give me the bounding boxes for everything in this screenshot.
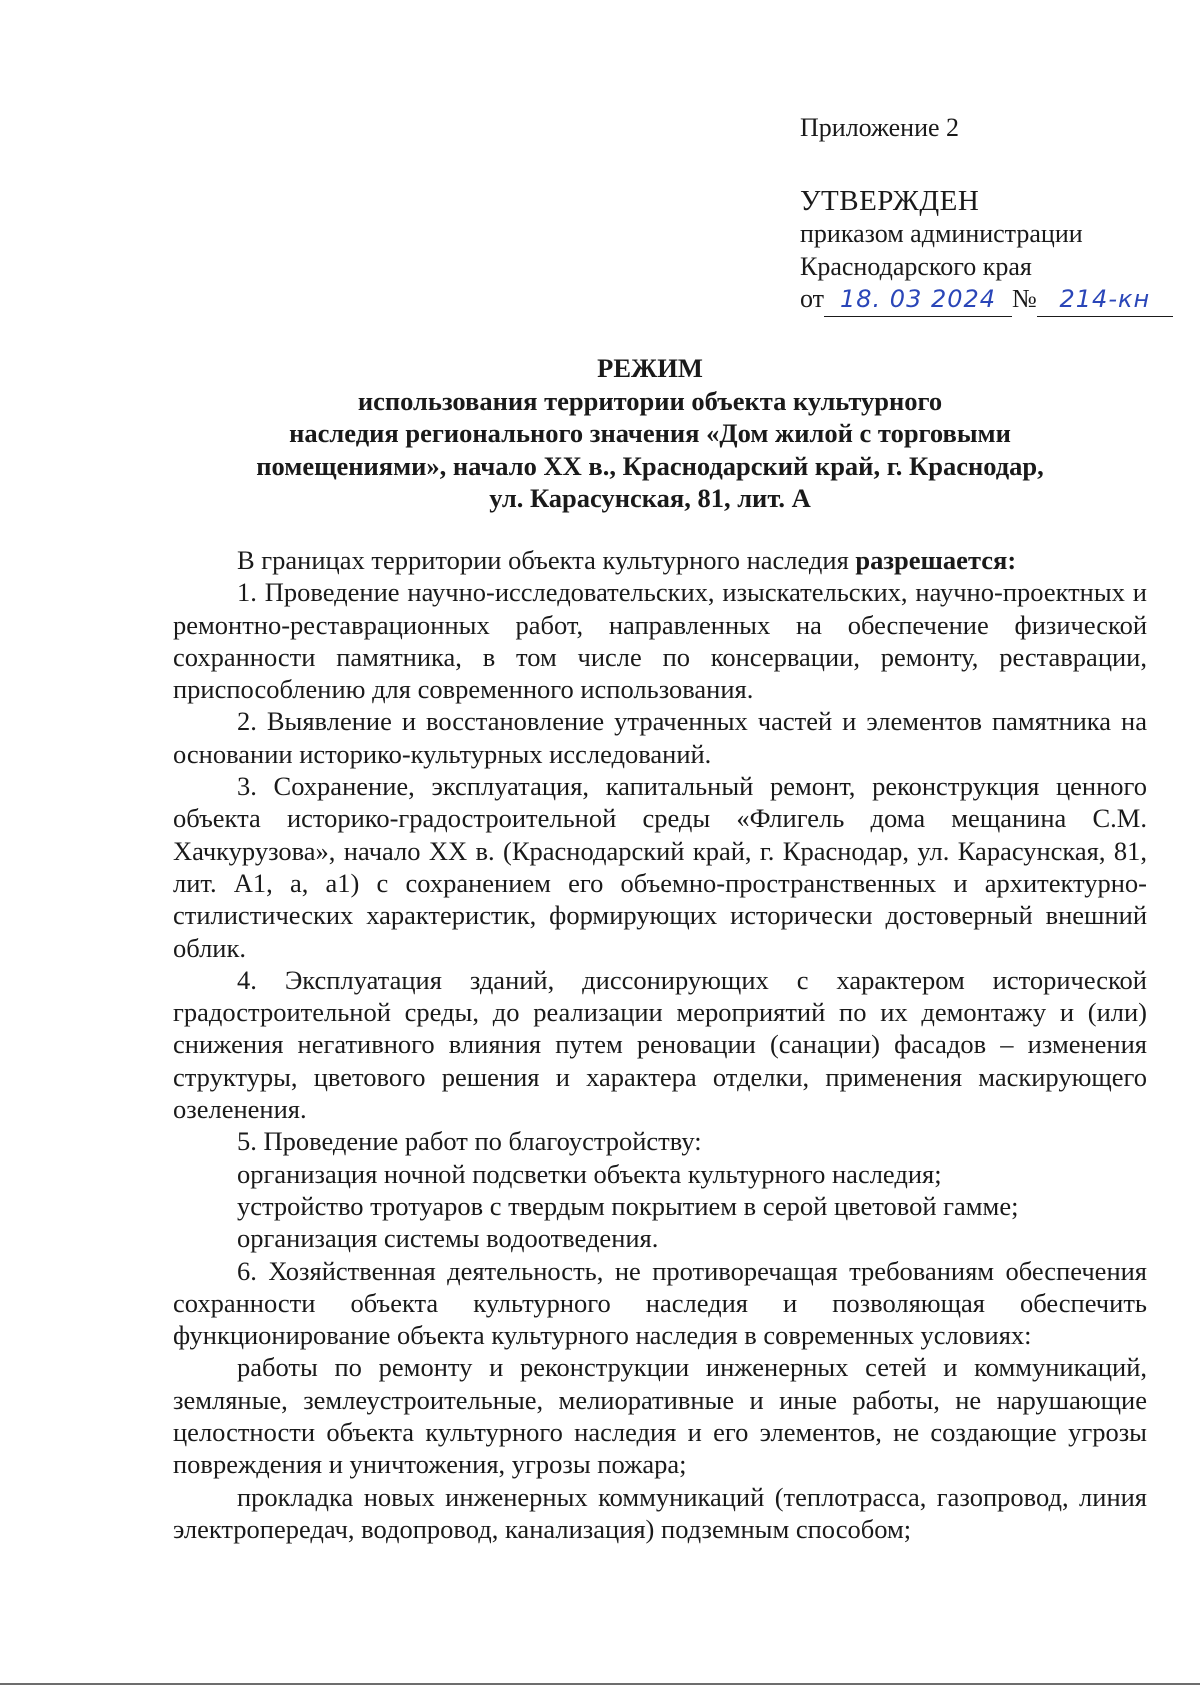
scan-bottom-edge-line	[0, 1683, 1200, 1685]
paragraph-1: 1. Проведение научно-исследовательских, изыскательских, научно-проектных и ремонтно-реставрационных работ, направленных на обеспечение физической сохранности памятника, в том числе по консервации, ремонту, реставрации, приспособлению для современного использования.	[173, 577, 1147, 705]
title-line-1: РЕЖИМ	[597, 353, 703, 383]
paragraph-6: 6. Хозяйственная деятельность, не противоречащая требованиям обеспечения сохранности объекта культурного наследия и позволяющая обеспечить функционирование объекта культурного наследия в современных условиях:	[173, 1255, 1147, 1351]
document-title	[170, 352, 1130, 515]
date-prefix: от	[800, 284, 825, 313]
approval-stamp-heading: УТВЕРЖДЕН	[800, 185, 980, 217]
paragraph-3: 3. Сохранение, эксплуатация, капитальный ремонт, реконструкция ценного объекта историко-градостроительной среды «Флигель дома мещанина С.М. Хачкурузова», начало XX в. (Краснодарский край, г. Краснодар, ул. Карасунская, 81, лит. А1, а, а1) с сохранением его объемно-пространственных и архитектурно-стилистических характеристик, формирующих исторически достоверный внешний облик.	[173, 771, 1147, 963]
intro-text: В границах территории объекта культурного наследия	[237, 545, 856, 575]
title-line-5: ул. Карасунская, 81, лит. А	[489, 483, 811, 513]
title-line-3: наследия регионального значения «Дом жилой с торговыми	[289, 418, 1011, 448]
annex-label: Приложение 2	[800, 113, 960, 142]
paragraph-5-item-b: устройство тротуаров с твердым покрытием в серой цветовой гамме;	[237, 1190, 1019, 1221]
title-line-4: помещениями», начало XX в., Краснодарский край, г. Краснодар,	[256, 450, 1044, 481]
order-date-number-line	[800, 283, 1173, 317]
paragraph-4: 4. Эксплуатация зданий, диссонирующих с характером исторической градостроительной среды, до реализации мероприятий по их демонтажу и (или) снижения негативного влияния путем реновации (санации) фасадов – изменения структуры, цветового решения и характера отделки, применения маскирующего озеленения.	[173, 964, 1147, 1125]
number-prefix: №	[1012, 284, 1037, 313]
intro-paragraph	[173, 544, 1147, 576]
title-line-2: использования территории объекта культурного	[357, 385, 943, 416]
approval-order-block	[800, 218, 1173, 317]
order-line-2: Краснодарского края	[800, 251, 1032, 281]
paragraph-5: 5. Проведение работ по благоустройству:	[237, 1126, 702, 1157]
intro-bold: разрешается:	[855, 545, 1017, 575]
order-line-1: приказом администрации	[800, 219, 1083, 248]
handwritten-order-number: 214-кн	[1037, 283, 1173, 317]
paragraph-5-item-a: организация ночной подсветки объекта культурного наследия;	[237, 1158, 942, 1189]
paragraph-2: 2. Выявление и восстановление утраченных частей и элементов памятника на основании историко-культурных исследований.	[173, 706, 1147, 769]
document-body	[173, 544, 1147, 1545]
paragraph-5-item-c: организация системы водоотведения.	[237, 1223, 659, 1254]
paragraph-6-item-a: работы по ремонту и реконструкции инженерных сетей и коммуникаций, земляные, землеустроительные, мелиоративные и иные работы, не нарушающие целостности объекта культурного наследия и его элементов, не создающие угрозы повреждения и уничтожения, угрозы пожара;	[173, 1352, 1147, 1480]
paragraph-6-item-b: прокладка новых инженерных коммуникаций (теплотрасса, газопровод, линия электропередач, водопровод, канализация) подземным способом;	[173, 1481, 1147, 1544]
handwritten-date: 18. 03 2024	[824, 283, 1012, 317]
